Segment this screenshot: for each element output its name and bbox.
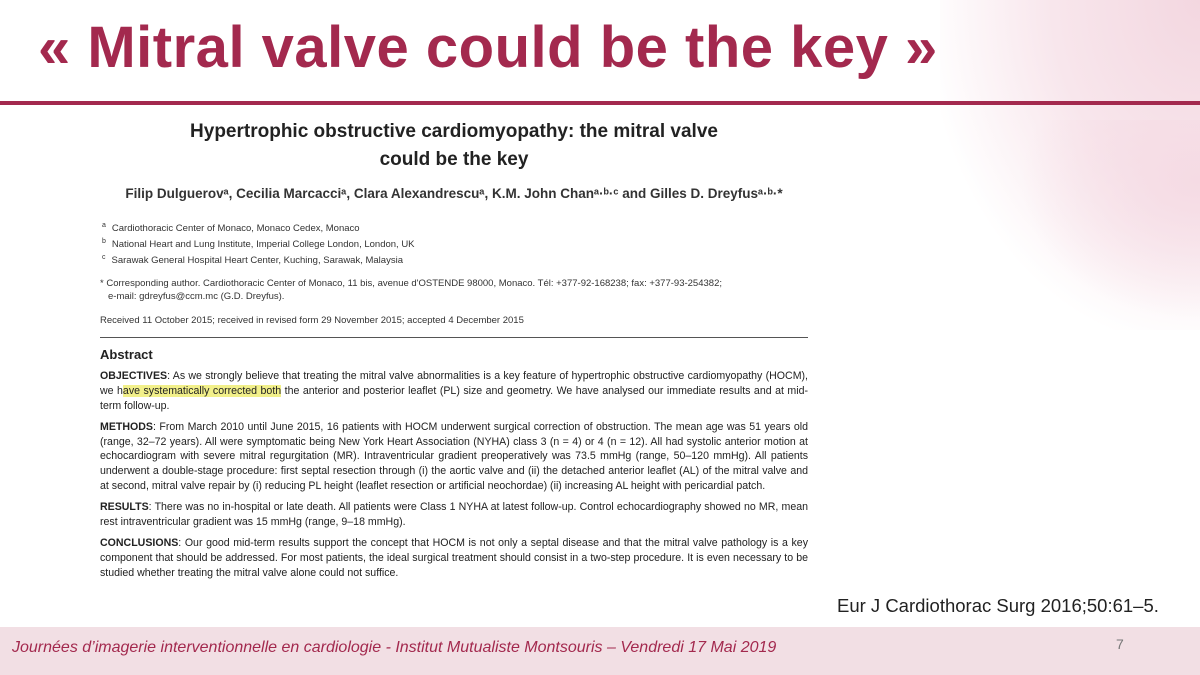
affiliation-item	[102, 235, 808, 251]
affiliation-text: Sarawak General Hospital Heart Center, Kuching, Sarawak, Malaysia	[111, 255, 403, 267]
section-label: CONCLUSIONS	[100, 537, 179, 550]
paper-authors: Filip Dulguerovᵃ, Cecilia Marcacciᵃ, Clara Alexandrescuᵃ, K.M. John Chanᵃ·ᵇ·ᶜ and Gilles D. Dreyfusᵃ·ᵇ·*	[125, 186, 783, 201]
abstract-divider	[100, 337, 808, 338]
paper-title-line2: could be the key	[379, 149, 529, 170]
affiliation-mark: b	[102, 238, 106, 246]
results-text: : There was no in-hospital or late death. All patients were Class 1 NYHA at latest follow-up. Control echocardiography showed no MR, mean rest intraventricular gradient was 15 mmHg (range, 9–18 mmHg).	[100, 501, 808, 528]
affiliations	[100, 219, 808, 267]
slide-title: « Mitral valve could be the key »	[38, 15, 938, 80]
section-label: RESULTS	[100, 501, 149, 514]
highlighted-text: ave systematically corrected both	[122, 385, 282, 398]
conclusions-text: : Our good mid-term results support the concept that HOCM is not only a septal disease and that the mitral valve pathology is a key component that should be addressed. For most patients, the ideal surgical treatment should consist in a two-step procedure. It is even necessary to be studied whether treating the mitral valve alone could not suffice.	[100, 537, 808, 579]
affiliation-mark: a	[102, 222, 106, 229]
affiliation-mark: c	[102, 254, 106, 262]
abstract-heading: Abstract	[100, 347, 153, 363]
objectives-text-before: : As we strongly believe that treating the mitral valve abnormalities is a key feature of hypertrophic obstructive cardiomyopathy (HOCM), we h	[100, 370, 808, 398]
paper-title-line1: Hypertrophic obstructive cardiomyopathy: the mitral valve	[190, 121, 718, 142]
paper-excerpt	[100, 118, 808, 580]
background-decoration-secondary	[1020, 120, 1200, 320]
paper-title	[100, 118, 808, 174]
abstract-objectives	[100, 369, 808, 413]
affiliation-text: National Heart and Lung Institute, Imperial College London, London, UK	[111, 239, 415, 251]
methods-text: : From March 2010 until June 2015, 16 patients with HOCM underwent surgical correction of obstruction. The mean age was 51 years old (range, 32–72 years). All were symptomatic being New York Heart Association (NYHA) class 3 (n = 4) or 4 (n = 12). All had systolic anterior motion at echocardiogram with severe mitral regurgitation (MR). Intraventricular gradient preoperatively was 73.5 mmHg (range, 50–120 mmHg). All patients underwent a double-stage procedure: first septal resection through (i) the aortic valve and (ii) the detached anterior leaflet (AL) of the mitral valve and at second, mitral valve repair by (i) reducing PL height (leaflet resection or artificial neochordae) (ii) increasing AL height with pericardial patch.	[100, 421, 808, 492]
section-label: OBJECTIVES	[100, 370, 168, 383]
received-dates: Received 11 October 2015; received in revised form 29 November 2015; accepted 4 December 2015	[100, 315, 524, 327]
footer-text: Journées d’imagerie interventionnelle en cardiologie - Institut Mutualiste Montsouris – Vendredi 17 Mai 2019	[12, 639, 777, 656]
title-divider	[0, 101, 1200, 105]
journal-citation: Eur J Cardiothorac Surg 2016;50:61–5.	[837, 595, 1159, 616]
abstract-results	[100, 500, 808, 529]
objectives-text-after: the anterior and posterior leaflet (PL) size and geometry. We have analysed our immediate results and at mid-term follow-up.	[100, 385, 808, 412]
page-number: 7	[1116, 636, 1124, 652]
affiliation-text: Cardiothoracic Center of Monaco, Monaco Cedex, Monaco	[111, 223, 360, 235]
section-label: METHODS	[100, 421, 153, 434]
affiliation-item	[102, 251, 808, 267]
abstract-conclusions	[100, 536, 808, 580]
corresponding-author	[100, 277, 808, 303]
corresponding-line2: e-mail: gdreyfus@ccm.mc (G.D. Dreyfus).	[108, 291, 285, 303]
affiliation-item	[102, 219, 808, 235]
corresponding-line1: * Corresponding author. Cardiothoracic Center of Monaco, 11 bis, avenue d'OSTENDE 98000, Monaco. Tél: +377-92-168238; fax: +377-93-254382;	[100, 278, 722, 290]
abstract-methods	[100, 420, 808, 493]
